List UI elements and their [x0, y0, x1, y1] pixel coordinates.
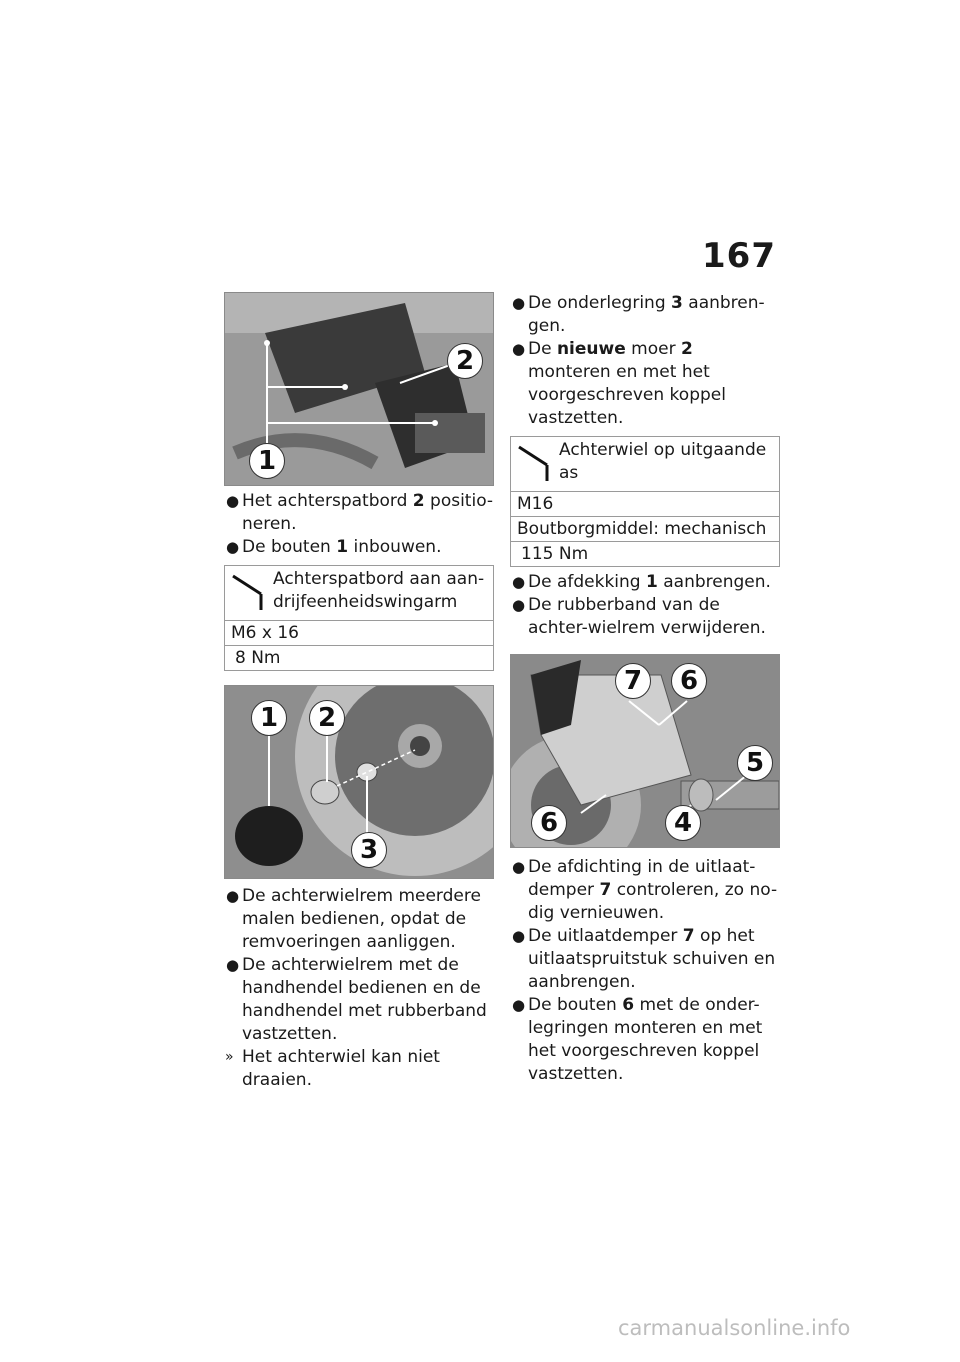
callout-7: 7 [615, 663, 651, 699]
right-column [510, 292, 780, 1086]
callout-2: 2 [309, 700, 345, 736]
callout-6: 6 [671, 663, 707, 699]
torque-spec-mudguard [224, 565, 494, 671]
callout-6: 6 [531, 805, 567, 841]
bullet-icon: ● [512, 927, 526, 945]
list-item: ● De achterwielrem met de handhendel bedienen en de handhendel met rubberband vastzetten. [226, 955, 487, 1044]
bullet-icon: ● [512, 573, 526, 591]
spec-title: Achterspatbord aan aan-drijfeenheidswingarm [273, 569, 485, 612]
bullet-icon: ● [512, 996, 526, 1014]
callout-4: 4 [665, 805, 701, 841]
bullet-icon: ● [512, 294, 526, 312]
callout-2: 2 [447, 343, 483, 379]
bullet-icon: ● [512, 596, 526, 614]
bullet-icon: ● [226, 887, 240, 905]
list-item: ● De uitlaatdemper 7 op het uitlaatspruitstuk schuiven en aanbrengen. [512, 926, 776, 992]
bullet-icon: ● [226, 956, 240, 974]
list-item: ● De bouten 6 met de onder-legringen monteren en met het voorgeschreven koppel vastzetten. [512, 995, 763, 1084]
list-item: ● De afdekking 1 aanbrengen. [512, 572, 771, 592]
page-number: 167 [702, 236, 776, 276]
result-arrow-icon: » [225, 1049, 234, 1065]
left-instructions-2 [224, 885, 494, 1092]
watermark: carmanualsonline.info [618, 1316, 851, 1340]
list-item: ● De rubberband van de achter-wielrem verwijderen. [512, 595, 766, 638]
wrench-icon [231, 572, 267, 612]
callout-3: 3 [351, 832, 387, 868]
spec-row: 8 Nm [225, 645, 493, 670]
list-item: ● De afdichting in de uitlaat-demper 7 controleren, zo no-dig vernieuwen. [512, 857, 778, 923]
spec-row: M6 x 16 [225, 620, 493, 645]
figure-exhaust-silencer [510, 654, 780, 848]
spec-row: Boutborgmiddel: mechanisch [511, 516, 779, 541]
callout-1: 1 [251, 700, 287, 736]
bullet-icon: ● [226, 492, 240, 510]
result-item: » Het achterwiel kan niet draaien. [225, 1047, 440, 1090]
list-item: ● De nieuwe moer 2 monteren en met het voorgeschreven koppel vastzetten. [512, 339, 726, 428]
list-item: ● De onderlegring 3 aanbren-gen. [512, 293, 765, 336]
bullet-icon: ● [226, 538, 240, 556]
right-instructions-3 [510, 856, 780, 1086]
torque-spec-axle [510, 436, 780, 567]
callout-5: 5 [737, 745, 773, 781]
right-instructions-1 [510, 292, 780, 430]
spec-title: Achterwiel op uitgaande as [559, 440, 767, 483]
right-instructions-2 [510, 571, 780, 640]
wrench-icon [517, 443, 553, 483]
bullet-icon: ● [512, 340, 526, 358]
callout-1: 1 [249, 443, 285, 479]
list-item: ● De achterwielrem meerdere malen bedienen, opdat de remvoeringen aanliggen. [226, 886, 481, 952]
left-column [224, 292, 494, 1092]
figure-rear-mudguard [224, 292, 494, 486]
list-item: ● De bouten 1 inbouwen. [226, 537, 442, 557]
left-instructions-1 [224, 490, 494, 559]
list-item: ● Het achterspatbord 2 positio-neren. [226, 491, 494, 534]
spec-row: 115 Nm [511, 541, 779, 566]
spec-row: M16 [511, 491, 779, 516]
figure-rear-wheel-axle [224, 685, 494, 879]
bullet-icon: ● [512, 858, 526, 876]
